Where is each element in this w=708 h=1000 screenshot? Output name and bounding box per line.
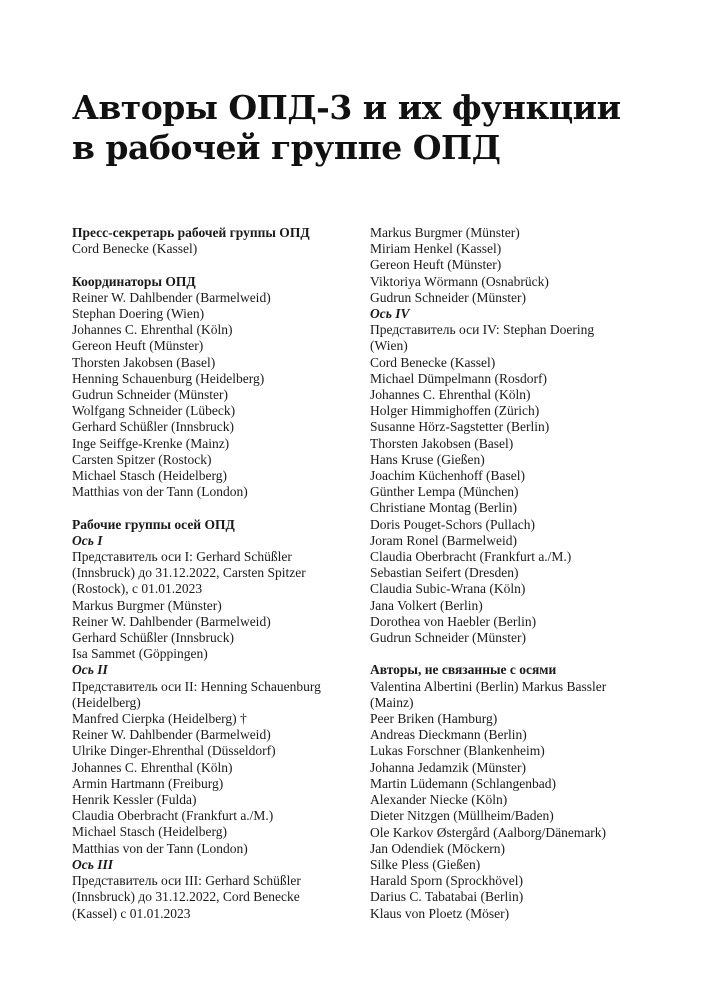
list-item: (Heidelberg) xyxy=(72,694,141,710)
list-item: Jan Odendiek (Möckern) xyxy=(370,840,505,856)
list-item: Thorsten Jakobsen (Basel) xyxy=(370,435,514,451)
list-item: Manfred Cierpka (Heidelberg) † xyxy=(72,711,247,727)
spacer xyxy=(370,646,670,662)
list-item: Joachim Küchenhoff (Basel) xyxy=(370,468,525,484)
list-item: Johannes C. Ehrenthal (Köln) xyxy=(370,387,531,403)
list-item: Michael Dümpelmann (Rosdorf) xyxy=(370,370,547,386)
list-item: Dieter Nitzgen (Müllheim/Baden) xyxy=(370,808,554,824)
list-item: Gudrun Schneider (Münster) xyxy=(370,630,526,646)
left-column xyxy=(72,225,352,922)
list-item: Ole Karkov Østergård (Aalborg/Dänemark) xyxy=(370,824,607,840)
list-item: Markus Burgmer (Münster) xyxy=(370,225,520,240)
list-item: Gerhard Schüßler (Innsbruck) xyxy=(72,419,234,435)
list-item: Claudia Oberbracht (Frankfurt a./M.) xyxy=(72,808,274,824)
list-item: Gudrun Schneider (Münster) xyxy=(370,289,526,305)
list-item: Johannes C. Ehrenthal (Köln) xyxy=(72,759,233,775)
list-item: Wolfgang Schneider (Lübeck) xyxy=(72,403,236,419)
axis-3-label: Ось III xyxy=(72,856,114,872)
list-item: Gereon Heuft (Münster) xyxy=(370,257,502,273)
axis-2-label: Ось II xyxy=(72,662,108,678)
list-item: Stephan Doering (Wien) xyxy=(72,306,205,321)
list-item: Johannes C. Ehrenthal (Köln) xyxy=(72,322,233,338)
list-item: Darius C. Tabatabai (Berlin) xyxy=(370,889,524,905)
list-item: (Rostock), с 01.01.2023 xyxy=(72,581,203,597)
list-item: Armin Hartmann (Freiburg) xyxy=(72,775,224,791)
list-item: Gereon Heuft (Münster) xyxy=(72,338,204,354)
list-item: Reiner W. Dahlbender (Barmelweid) xyxy=(72,613,271,629)
page-title-line-1: Авторы ОПД-3 и их функции xyxy=(72,88,621,127)
list-item: Isa Sammet (Göppingen) xyxy=(72,646,208,662)
axis-1-label: Ось I xyxy=(72,532,103,548)
list-item: Gerhard Schüßler (Innsbruck) xyxy=(72,630,234,646)
list-item: Reiner W. Dahlbender (Barmelweid) xyxy=(72,289,271,305)
page-title-line-2: в рабочей группе ОПД xyxy=(72,128,501,167)
list-item: Viktoriya Wörmann (Osnabrück) xyxy=(370,273,549,289)
list-item: Lukas Forschner (Blankenheim) xyxy=(370,743,545,759)
coordinators-heading: Координаторы ОПД xyxy=(72,273,196,289)
list-item: Представитель оси II: Henning Schauenburg xyxy=(72,678,321,694)
list-item: Klaus von Ploetz (Möser) xyxy=(370,905,510,921)
axis-2-list xyxy=(72,679,352,857)
list-item: Ulrike Dinger-Ehrenthal (Düsseldorf) xyxy=(72,743,276,759)
list-item: Michael Stasch (Heidelberg) xyxy=(72,468,227,484)
list-item: Claudia Subic-Wrana (Köln) xyxy=(370,581,526,597)
list-item: Harald Sporn (Sprockhövel) xyxy=(370,873,523,889)
list-item: Doris Pouget-Schors (Pullach) xyxy=(370,516,535,532)
list-item: Hans Kruse (Gießen) xyxy=(370,451,485,467)
list-item: Thorsten Jakobsen (Basel) xyxy=(72,354,216,370)
list-item: (Innsbruck) до 31.12.2022, Cord Benecke xyxy=(72,889,300,905)
list-item: Holger Himmighoffen (Zürich) xyxy=(370,403,540,419)
list-item: Henning Schauenburg (Heidelberg) xyxy=(72,370,265,386)
list-item: (Mainz) xyxy=(370,694,414,710)
list-item: Cord Benecke (Kassel) xyxy=(370,354,496,370)
list-item: Представитель оси III: Gerhard Schüßler xyxy=(72,873,301,889)
list-item: Inge Seiffge-Krenke (Mainz) xyxy=(72,435,230,451)
press-secretary-name: Cord Benecke (Kassel) xyxy=(72,241,198,257)
list-item: Reiner W. Dahlbender (Barmelweid) xyxy=(72,727,271,743)
list-item: Представитель оси I: Gerhard Schüßler xyxy=(72,549,292,565)
right-column xyxy=(370,225,670,922)
list-item: Johanna Jedamzik (Münster) xyxy=(370,759,526,775)
list-item: Joram Ronel (Barmelweid) xyxy=(370,532,517,548)
list-item: Jana Volkert (Berlin) xyxy=(370,597,483,613)
list-item: Miriam Henkel (Kassel) xyxy=(370,241,502,257)
other-authors-heading: Авторы, не связанные с осями xyxy=(370,662,557,678)
list-item: Günther Lempa (München) xyxy=(370,484,519,500)
list-item: Dorothea von Haebler (Berlin) xyxy=(370,613,537,629)
list-item: Andreas Dieckmann (Berlin) xyxy=(370,727,527,743)
list-item: (Kassel) с 01.01.2023 xyxy=(72,905,191,921)
working-groups-heading: Рабочие группы осей ОПД xyxy=(72,516,235,532)
list-item: Henrik Kessler (Fulda) xyxy=(72,792,197,808)
list-item: Matthias von der Tann (London) xyxy=(72,840,248,856)
list-item: Valentina Albertini (Berlin) Markus Bassler xyxy=(370,678,607,694)
list-item: Carsten Spitzer (Rostock) xyxy=(72,451,212,467)
list-item: Представитель оси IV: Stephan Doering xyxy=(370,322,595,338)
coordinators-list xyxy=(72,290,352,501)
list-item: Susanne Hörz-Sagstetter (Berlin) xyxy=(370,419,550,435)
list-item: Gudrun Schneider (Münster) xyxy=(72,387,228,403)
list-item: Sebastian Seifert (Dresden) xyxy=(370,565,519,581)
list-item: Claudia Oberbracht (Frankfurt a./M.) xyxy=(370,549,572,565)
axis-4-list xyxy=(370,322,670,646)
list-item: (Wien) xyxy=(370,338,408,354)
list-item: (Innsbruck) до 31.12.2022, Carsten Spitzer xyxy=(72,565,306,581)
list-item: Christiane Montag (Berlin) xyxy=(370,500,517,516)
list-item: Matthias von der Tann (London) xyxy=(72,484,248,500)
list-item: Silke Pless (Gießen) xyxy=(370,856,481,872)
list-item: Markus Burgmer (Münster) xyxy=(72,597,222,613)
list-item: Peer Briken (Hamburg) xyxy=(370,711,498,727)
list-item: Alexander Niecke (Köln) xyxy=(370,792,508,808)
spacer xyxy=(72,500,352,516)
axis-3-list xyxy=(72,873,352,922)
list-item: Michael Stasch (Heidelberg) xyxy=(72,824,227,840)
axis-4-label: Ось IV xyxy=(370,306,410,322)
spacer xyxy=(72,257,352,273)
axis-1-list xyxy=(72,549,352,662)
axis-3-continued-list xyxy=(370,225,670,306)
page-title xyxy=(72,88,621,168)
other-authors-list xyxy=(370,679,670,922)
press-secretary-heading: Пресс-секретарь рабочей группы ОПД xyxy=(72,225,310,240)
list-item: Martin Lüdemann (Schlangenbad) xyxy=(370,775,556,791)
